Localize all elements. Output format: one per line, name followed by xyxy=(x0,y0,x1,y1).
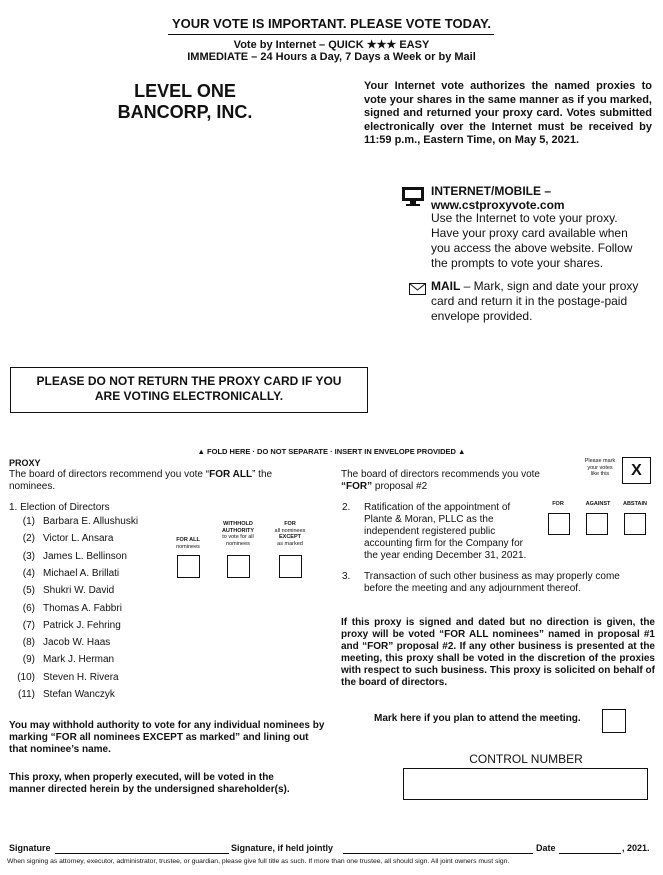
col-for-all-header xyxy=(168,537,208,550)
nominee-row xyxy=(10,603,180,617)
footer-note: When signing as attorney, executor, administrator, trustee, or guardian, please give full title as such. If more than one trustee, all should sign. All joint owners must sign. xyxy=(7,858,510,865)
proposal2-recommendation xyxy=(341,469,581,493)
col-withhold-bold: WITHHOLD AUTHORITY xyxy=(221,521,255,534)
signature-label: Signature xyxy=(9,843,51,853)
proposal1-title: 1. Election of Directors xyxy=(9,502,110,513)
internet-vote-notice: Your Internet vote authorizes the named proxies to vote your shares in the same manner as if you marked, signed and returned your proxy card. Votes submitted electronically over the Internet must be received by 11:59 p.m., Eastern Time, on May 5, 2021. xyxy=(364,80,652,146)
nominee-number: (9) xyxy=(22,654,35,666)
company-name-line2: BANCORP, INC. xyxy=(117,102,253,122)
proposal2-recommend-pre: The board of directors recommends you vote xyxy=(341,469,540,480)
nominee-number: (10) xyxy=(17,671,35,683)
date-input[interactable] xyxy=(559,853,621,854)
nominee-name: Victor L. Ansara xyxy=(43,533,114,545)
fold-line: ▲ FOLD HERE · DO NOT SEPARATE · INSERT IN ENVELOPE PROVIDED ▲ xyxy=(197,447,466,456)
nominee-name: Barbara E. Allushuski xyxy=(43,516,139,527)
nominee-name: Jacob W. Haas xyxy=(43,637,111,649)
nominee-number: (11) xyxy=(17,689,35,700)
nominee-row xyxy=(10,551,180,565)
nominee-name: James L. Bellinson xyxy=(43,550,127,562)
return-notice-line1: PLEASE DO NOT RETURN THE PROXY CARD IF YOU xyxy=(36,374,342,388)
attend-meeting-label: Mark here if you plan to attend the meeting. xyxy=(374,713,581,724)
col-withhold-header xyxy=(215,521,261,547)
for-all-checkbox[interactable] xyxy=(177,555,200,578)
for-all-except-checkbox[interactable] xyxy=(279,555,302,578)
return-notice-box xyxy=(10,367,368,413)
nominee-name: Shukri W. David xyxy=(43,585,115,597)
mark-sample-text: Please mark your votes like this xyxy=(584,458,616,477)
mail-option-text: – Mark, sign and date your proxy card and return it in the postage-paid envelope provided. xyxy=(431,279,639,323)
col-except-normal-2: as marked xyxy=(277,540,303,547)
col-except-bold: FOR xyxy=(284,521,296,527)
company-name-line1: LEVEL ONE xyxy=(134,81,236,101)
nominee-name: Thomas A. Fabbri xyxy=(43,602,122,614)
nominee-row xyxy=(10,568,180,582)
headline-rule xyxy=(168,34,494,35)
nominee-number: (3) xyxy=(22,550,35,562)
control-number-box xyxy=(403,768,648,800)
proposal2-for-checkbox[interactable] xyxy=(548,513,570,535)
proxy-recommend-post: ” the nominees. xyxy=(9,469,273,492)
proxy-recommend-bold: FOR ALL xyxy=(209,469,253,480)
col-withhold-normal: to vote for all nominees xyxy=(222,534,254,547)
nominee-name: Michael A. Brillati xyxy=(43,567,120,579)
nominee-name: Steven H. Rivera xyxy=(43,671,119,683)
joint-signature-label: Signature, if held jointly xyxy=(231,843,334,853)
nominee-row xyxy=(10,516,180,530)
nominee-number: (1) xyxy=(22,516,35,527)
mail-option-title: MAIL xyxy=(431,279,461,293)
vote-line-1: Vote by Internet – QUICK ★★★ EASY xyxy=(233,39,430,51)
vote-line-2: IMMEDIATE – 24 Hours a Day, 7 Days a Week or by Mail xyxy=(187,51,476,63)
mail-option xyxy=(431,279,653,324)
default-vote-notice: If this proxy is signed and dated but no direction is given, the proxy will be voted “FOR ALL nominees” named in proposal #1 and “FOR” proposal #2. If any other business is presented at the meeting, this proxy shall be voted in the discretion of the proxies with respect to such business. This proxy is solicited on behalf of the board of directors. xyxy=(341,617,655,688)
nominee-row xyxy=(10,672,180,686)
nominee-number: (6) xyxy=(22,602,35,614)
col-for-all-normal: nominees xyxy=(176,543,200,550)
nominee-name: Patrick J. Fehring xyxy=(43,619,121,631)
nominee-row xyxy=(10,585,180,599)
proposal2-abstain-checkbox[interactable] xyxy=(624,513,646,535)
year-suffix: , 2021. xyxy=(622,843,650,853)
nominee-number: (8) xyxy=(22,637,35,649)
nominee-number: (4) xyxy=(22,567,35,579)
col-abstain-header: ABSTAIN xyxy=(622,501,648,507)
proposal2-recommend-post: proposal #2 xyxy=(372,481,428,492)
proposal2-against-checkbox[interactable] xyxy=(586,513,608,535)
nominee-row xyxy=(10,689,180,703)
proposal3-text: Transaction of such other business as may properly come before the meeting and any adjournment thereof. xyxy=(364,571,620,594)
nominee-number: (2) xyxy=(22,533,35,545)
proxy-recommend-pre: The board of directors recommend you vote “ xyxy=(9,469,210,480)
nominee-row xyxy=(10,533,180,547)
internet-option-title: INTERNET/MOBILE – xyxy=(431,184,552,198)
joint-signature-input[interactable] xyxy=(343,853,533,854)
proxy-label: PROXY xyxy=(9,458,41,468)
nominee-row xyxy=(10,620,180,634)
nominee-row xyxy=(10,654,180,668)
executed-notice: This proxy, when properly executed, will be voted in the manner directed herein by the undersigned shareholder(s). xyxy=(9,772,290,795)
computer-icon xyxy=(401,186,425,213)
col-except-bold-2: EXCEPT xyxy=(278,534,301,540)
withhold-instructions: You may withhold authority to vote for any individual nominees by marking “FOR all nominees EXCEPT as marked” and lining out that nominee’s name. xyxy=(9,720,325,755)
nominee-number: (7) xyxy=(22,619,35,631)
col-for-all-bold: FOR ALL xyxy=(176,537,200,543)
attend-meeting-checkbox[interactable] xyxy=(602,709,626,733)
nominee-number: (5) xyxy=(22,585,35,597)
nominee-name: Stefan Wanczyk xyxy=(43,689,115,700)
withhold-all-checkbox[interactable] xyxy=(227,555,250,578)
internet-option-text: Use the Internet to vote your proxy. Have your proxy card available when you access the above website. Follow the prompts to vote your shares. xyxy=(431,211,633,270)
return-notice-line2: ARE VOTING ELECTRONICALLY. xyxy=(94,389,284,403)
headline: YOUR VOTE IS IMPORTANT. PLEASE VOTE TODAY. xyxy=(171,16,492,31)
nominee-name: Mark J. Herman xyxy=(43,654,115,666)
proxy-recommendation xyxy=(9,469,299,493)
envelope-icon xyxy=(409,282,426,300)
signature-input[interactable] xyxy=(55,853,229,854)
mark-sample-box: X xyxy=(622,457,651,484)
col-except-normal: all nominees xyxy=(274,527,306,534)
proposal2-text: Ratification of the appointment of Plante & Moran, PLLC as the independent registered public accounting firm for the Company for the year ending December 31, 2021. xyxy=(364,502,527,561)
control-number-label: CONTROL NUMBER xyxy=(469,752,583,766)
date-label: Date xyxy=(536,843,556,853)
internet-option-url: www.cstproxyvote.com xyxy=(431,198,565,212)
proposal3-number: 3. xyxy=(342,571,351,582)
nominee-row xyxy=(10,637,180,651)
proposal2-number: 2. xyxy=(342,502,351,513)
col-against-header: AGAINST xyxy=(585,501,611,507)
col-for-header: FOR xyxy=(552,501,564,507)
proposal2-recommend-bold: “FOR” xyxy=(341,481,373,492)
col-except-header xyxy=(268,521,312,547)
